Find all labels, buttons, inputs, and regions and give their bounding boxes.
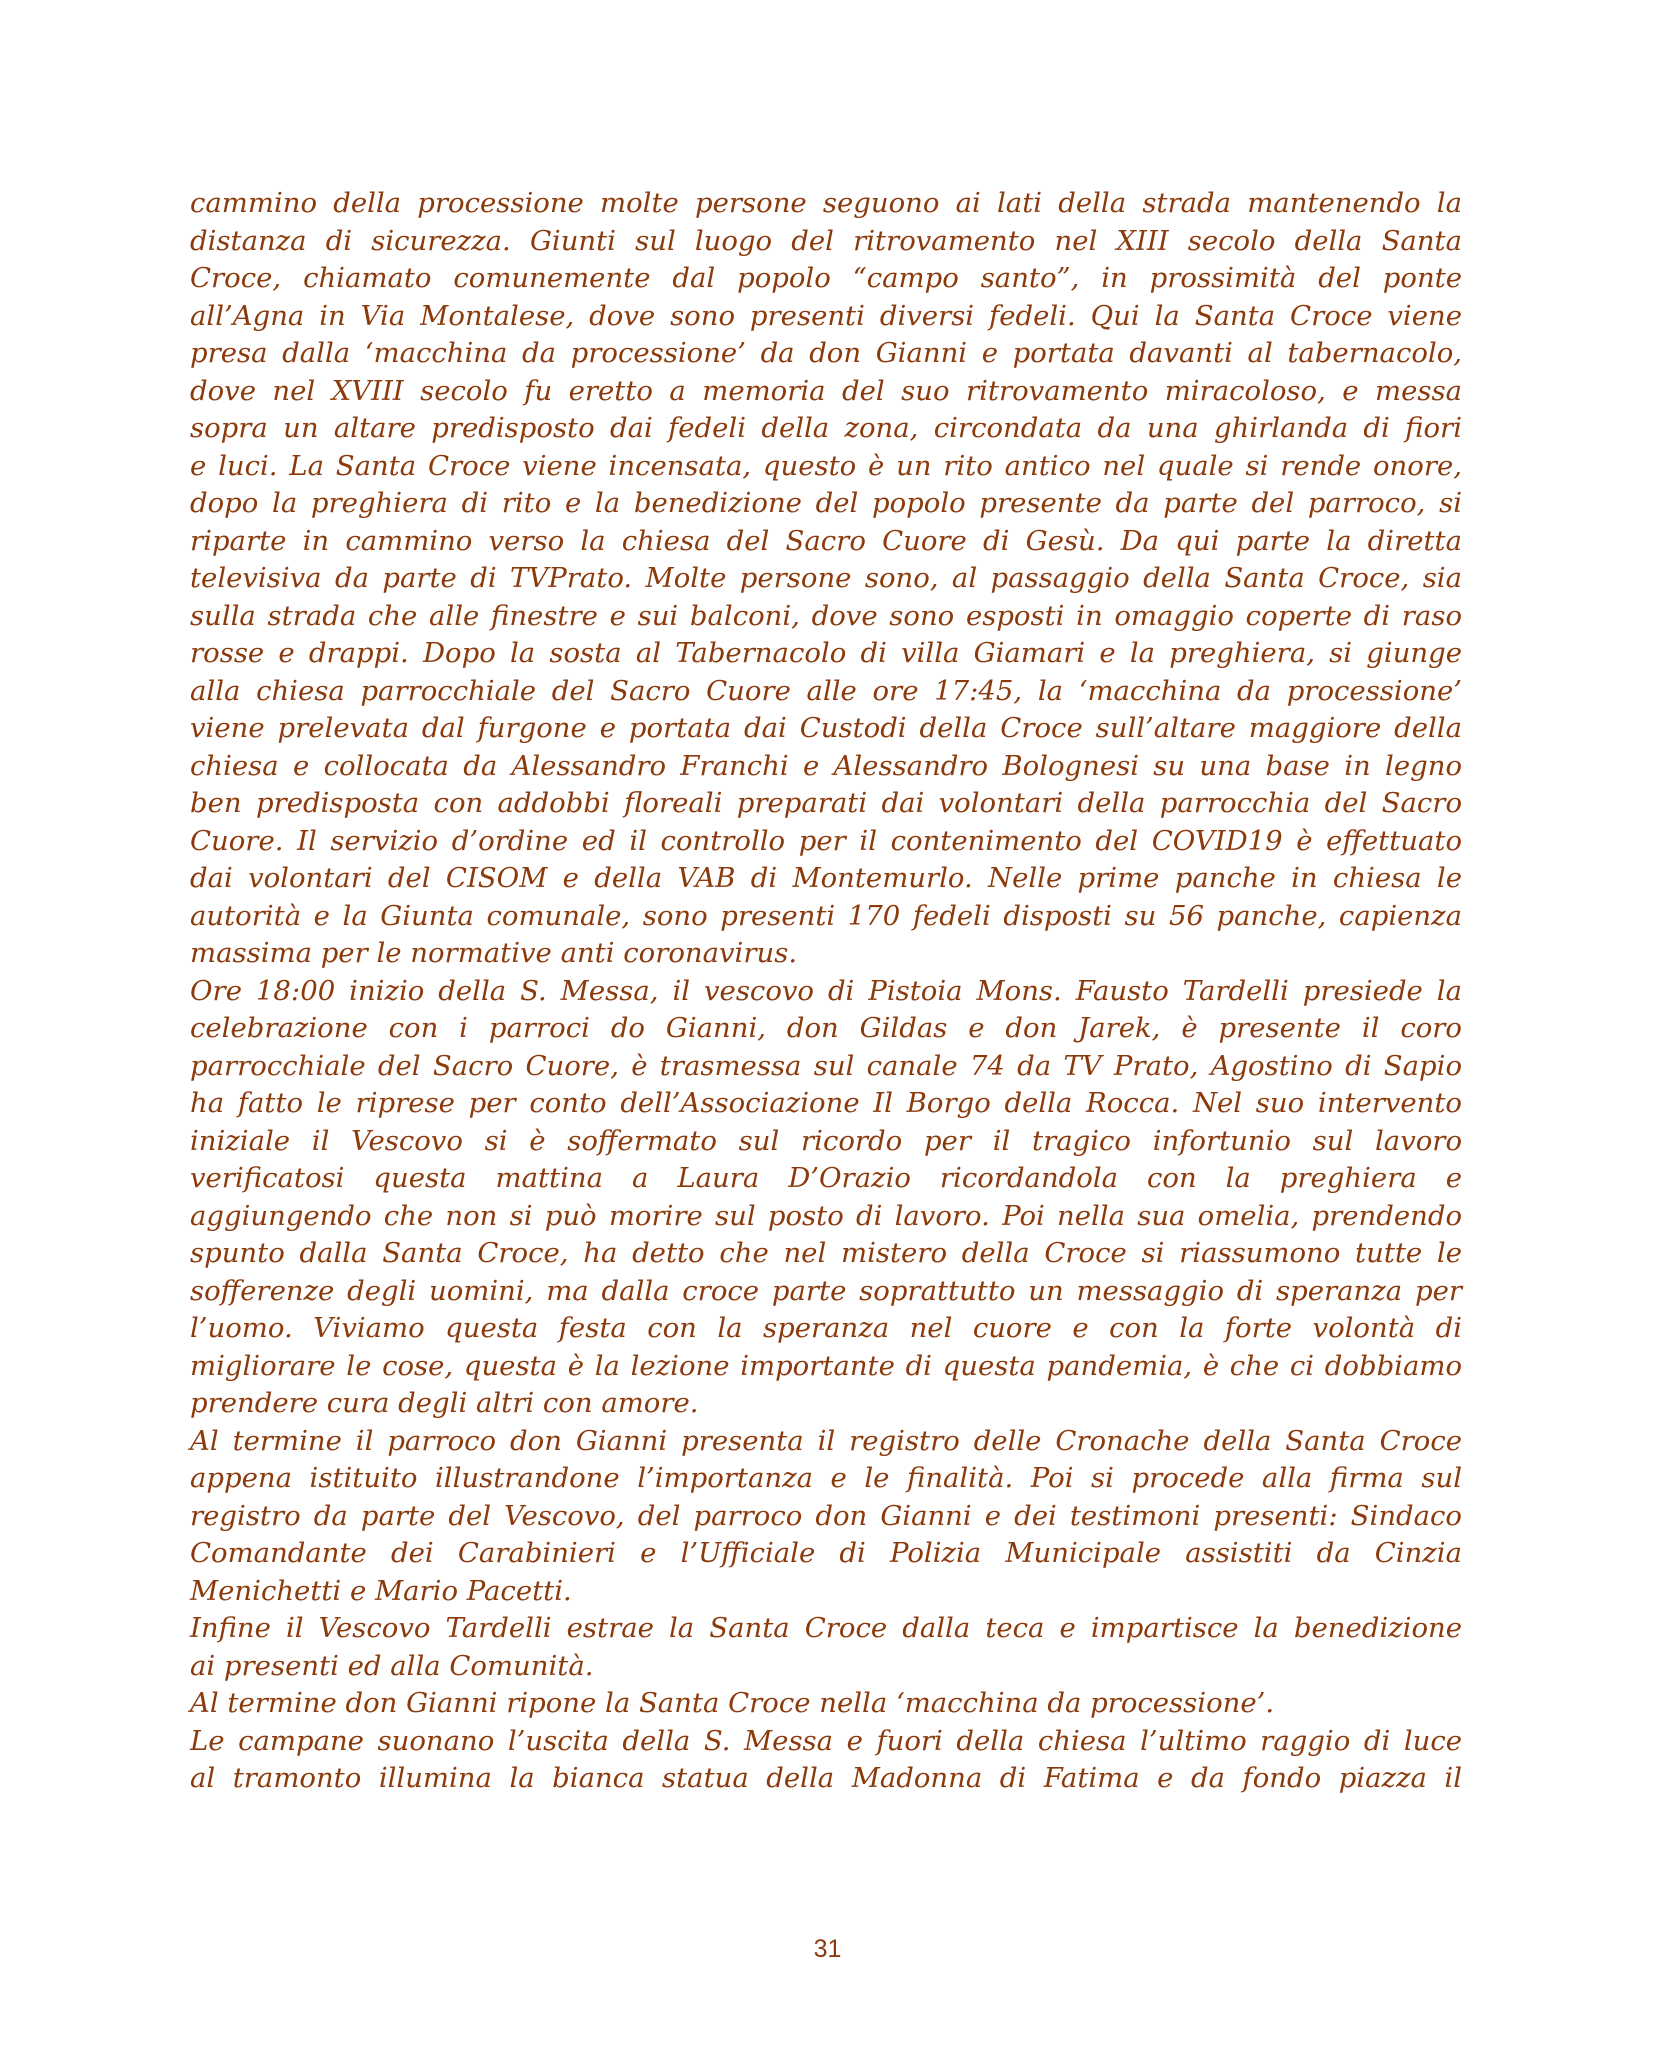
text-line: sofferenze degli uomini, ma dalla croce parte soprattutto un messaggio di speranza per [190, 1274, 1462, 1307]
text-line: dopo la preghiera di rito e la benedizione del popolo presente da parte del parroco, si [190, 487, 1462, 519]
text-line: Al termine don Gianni ripone la Santa Croce nella ‘macchina da processione’. [190, 1687, 1275, 1719]
text-line: cammino della processione molte persone seguono ai lati della strada mantenendo la [190, 187, 1462, 219]
text-line: migliorare le cose, questa è la lezione importante di questa pandemia, è che ci dobbiamo [190, 1349, 1462, 1382]
text-line: presa dalla ‘macchina da processione’ da don Gianni e portata davanti al tabernacolo, [190, 337, 1462, 369]
text-line: aggiungendo che non si può morire sul posto di lavoro. Poi nella sua omelia, prendendo [190, 1199, 1462, 1232]
text-line: Ore 18:00 inizio della S. Messa, il vescovo di Pistoia Mons. Fausto Tardelli presiede la [190, 974, 1462, 1007]
text-line: riparte in cammino verso la chiesa del Sacro Cuore di Gesù. Da qui parte la diretta [190, 524, 1462, 557]
text-line: rosse e drappi. Dopo la sosta al Tabernacolo di villa Giamari e la preghiera, si giunge [190, 637, 1462, 669]
text-line: Cuore. Il servizio d’ordine ed il controllo per il contenimento del COVID19 è effettuato [190, 824, 1462, 857]
text-line: autorità e la Giunta comunale, sono presenti 170 fedeli disposti su 56 panche, capienza [190, 899, 1462, 932]
text-line: Le campane suonano l’uscita della S. Messa e fuori della chiesa l’ultimo raggio di luce [190, 1724, 1462, 1757]
text-line: Infine il Vescovo Tardelli estrae la Santa Croce dalla teca e impartisce la benedizione [190, 1612, 1462, 1644]
text-line: distanza di sicurezza. Giunti sul luogo del ritrovamento nel XIII secolo della Santa [190, 224, 1462, 257]
text-line: iniziale il Vescovo si è soffermato sul ricordo per il tragico infortunio sul lavoro [190, 1124, 1462, 1157]
page-number: 31 [813, 1935, 842, 1963]
text-line: l’uomo. Viviamo questa festa con la speranza nel cuore e con la forte volontà di [190, 1312, 1462, 1344]
text-line: Croce, chiamato comunemente dal popolo “campo santo”, in prossimità del ponte [190, 262, 1462, 294]
text-line: parrocchiale del Sacro Cuore, è trasmessa sul canale 74 da TV Prato, Agostino di Sapio [190, 1049, 1462, 1082]
text-line: e luci. La Santa Croce viene incensata, questo è un rito antico nel quale si rende onore, [190, 449, 1462, 482]
text-line: ben predisposta con addobbi floreali preparati dai volontari della parrocchia del Sacro [190, 787, 1462, 819]
text-line: all’Agna in Via Montalese, dove sono presenti diversi fedeli. Qui la Santa Croce viene [190, 299, 1462, 332]
body-text [190, 185, 1462, 1798]
text-line: verificatosi questa mattina a Laura D’Orazio ricordandola con la preghiera e [190, 1162, 1462, 1194]
text-line: alla chiesa parrocchiale del Sacro Cuore alle ore 17:45, la ‘macchina da processione’ [190, 674, 1462, 707]
text-line: chiesa e collocata da Alessandro Franchi e Alessandro Bolognesi su una base in legno [190, 749, 1462, 782]
text-line: televisiva da parte di TVPrato. Molte persone sono, al passaggio della Santa Croce, sia [190, 562, 1462, 594]
text-line: Comandante dei Carabinieri e l’Ufficiale di Polizia Municipale assistiti da Cinzia [190, 1537, 1462, 1569]
text-line: ai presenti ed alla Comunità. [190, 1649, 594, 1682]
text-line: appena istituito illustrandone l’importanza e le finalità. Poi si procede alla firma sul [190, 1462, 1462, 1494]
text-line: prendere cura degli altri con amore. [190, 1387, 699, 1419]
text-line: ha fatto le riprese per conto dell’Associazione Il Borgo della Rocca. Nel suo intervento [190, 1087, 1462, 1119]
text-line: massima per le normative anti coronavirus. [190, 937, 798, 969]
text-line: Menichetti e Mario Pacetti. [190, 1574, 572, 1607]
text-line: dove nel XVIII secolo fu eretto a memoria del suo ritrovamento miracoloso, e messa [190, 374, 1462, 407]
text-line: Al termine il parroco don Gianni presenta il registro delle Cronache della Santa Croce [190, 1424, 1462, 1457]
text-line: dai volontari del CISOM e della VAB di Montemurlo. Nelle prime panche in chiesa le [190, 862, 1462, 894]
text-line: sulla strada che alle finestre e sui balconi, dove sono esposti in omaggio coperte di raso [190, 599, 1462, 632]
text-line: celebrazione con i parroci do Gianni, don Gildas e don Jarek, è presente il coro [190, 1012, 1462, 1044]
text-line: viene prelevata dal furgone e portata dai Custodi della Croce sull’altare maggiore della [190, 712, 1462, 744]
text-line: al tramonto illumina la bianca statua della Madonna di Fatima e da fondo piazza il [190, 1762, 1462, 1794]
text-line: registro da parte del Vescovo, del parroco don Gianni e dei testimoni presenti: Sindaco [190, 1499, 1462, 1532]
text-line: spunto dalla Santa Croce, ha detto che nel mistero della Croce si riassumono tutte le [190, 1237, 1462, 1269]
text-line: sopra un altare predisposto dai fedeli della zona, circondata da una ghirlanda di fiori [190, 412, 1462, 444]
